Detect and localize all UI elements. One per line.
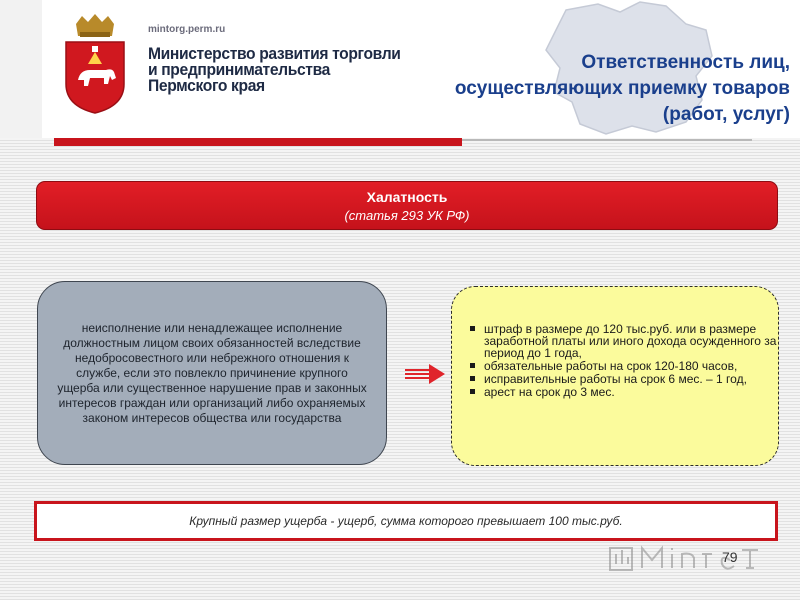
title-line-3: (работ, услуг) [662, 104, 790, 125]
site-url: mintorg.perm.ru [148, 24, 226, 35]
watermark-logo-icon [608, 540, 768, 576]
penalties-list [470, 323, 779, 399]
ministry-line-2: и предпринимательства [148, 60, 330, 79]
offense-title: Халатность [366, 189, 448, 205]
offense-description-text: неисполнение или ненадлежащее исполнение должностным лицом своих обязанностей вследствие недобросовестного или небрежного отношения к службе, если это повлекло причинение крупного ущерба или существенное нарушение прав и законных интересов граждан или организаций либо охраняемых законом интересов общества или государства [57, 320, 367, 425]
offense-description-box [37, 281, 387, 465]
title-line-1: Ответственность лиц, [581, 52, 790, 73]
header [0, 0, 800, 138]
ministry-line-3: Пермского края [148, 76, 265, 95]
penalty-item: арест на срок до 3 мес. [484, 386, 779, 398]
header-gray-divider [462, 139, 752, 141]
arrow-right-icon [405, 363, 445, 385]
offense-article: (статья 293 УК РФ) [344, 208, 470, 223]
page-title [370, 50, 790, 128]
penalty-item: обязательные работы на срок 120-180 часов, [484, 360, 779, 372]
header-left-strip [0, 0, 42, 138]
title-line-2: осуществляющих приемку товаров [454, 78, 790, 99]
ministry-line-1: Министерство развития торговли [148, 44, 401, 63]
penalty-item: исправительные работы на срок 6 мес. – 1 год, [484, 373, 779, 385]
penalties-box [451, 286, 779, 466]
ministry-name [148, 46, 401, 94]
page-number: 79 [722, 549, 738, 565]
footnote-box [34, 501, 778, 541]
penalty-item: штраф в размере до 120 тыс.руб. или в размере заработной платы или иного дохода осужденного за период до 1 года, [484, 323, 779, 359]
offense-banner [36, 181, 778, 230]
header-red-divider [54, 138, 462, 146]
footnote-text: Крупный размер ущерба - ущерб, сумма которого превышает 100 тыс.руб. [189, 514, 623, 528]
coat-of-arms-icon [62, 14, 128, 114]
